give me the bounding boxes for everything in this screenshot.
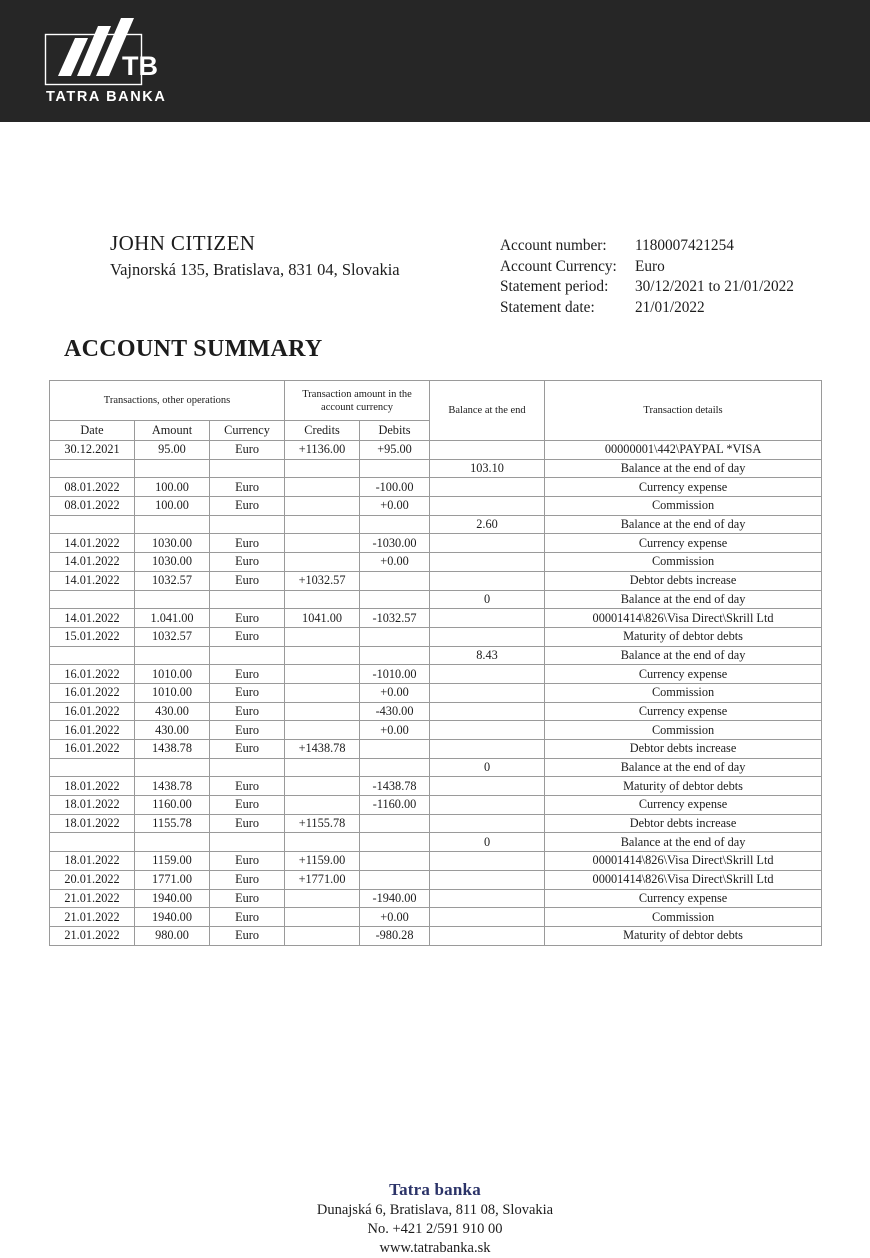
cell-details: Balance at the end of day xyxy=(545,833,822,852)
cell-date: 16.01.2022 xyxy=(50,683,135,702)
tatra-banka-logo-icon xyxy=(44,18,194,88)
cell-balance xyxy=(430,478,545,497)
cell-balance xyxy=(430,441,545,460)
cell-credits xyxy=(285,497,360,516)
cell-currency: Euro xyxy=(210,441,285,460)
cell-amount: 100.00 xyxy=(135,497,210,516)
cell-currency xyxy=(210,459,285,478)
cell-debits: +0.00 xyxy=(360,553,430,572)
cell-balance xyxy=(430,702,545,721)
cell-currency xyxy=(210,758,285,777)
cell-details: Currency expense xyxy=(545,534,822,553)
cell-balance xyxy=(430,740,545,759)
cell-date: 08.01.2022 xyxy=(50,478,135,497)
account-currency-label: Account Currency: xyxy=(500,257,617,275)
statement-date-label: Statement date: xyxy=(500,298,595,316)
cell-details: Balance at the end of day xyxy=(545,646,822,665)
table-row xyxy=(50,646,822,665)
cell-details: Currency expense xyxy=(545,665,822,684)
cell-details: Currency expense xyxy=(545,702,822,721)
cell-balance xyxy=(430,908,545,927)
header-debits: Debits xyxy=(360,421,430,441)
cell-debits xyxy=(360,870,430,889)
header-transactions: Transactions, other operations xyxy=(50,381,285,421)
cell-balance: 0 xyxy=(430,590,545,609)
cell-amount xyxy=(135,459,210,478)
cell-balance xyxy=(430,777,545,796)
cell-balance xyxy=(430,665,545,684)
table-row xyxy=(50,459,822,478)
cell-debits xyxy=(360,758,430,777)
cell-details: Commission xyxy=(545,683,822,702)
cell-details: Commission xyxy=(545,908,822,927)
cell-debits: +95.00 xyxy=(360,441,430,460)
cell-balance xyxy=(430,926,545,945)
cell-amount: 1032.57 xyxy=(135,571,210,590)
cell-debits: -1438.78 xyxy=(360,777,430,796)
cell-amount: 1030.00 xyxy=(135,553,210,572)
cell-debits: -980.28 xyxy=(360,926,430,945)
table-row xyxy=(50,609,822,628)
table-body xyxy=(50,441,822,946)
cell-debits xyxy=(360,833,430,852)
cell-details: Maturity of debtor debts xyxy=(545,627,822,646)
account-info-row xyxy=(500,236,794,257)
footer-address: Dunajská 6, Bratislava, 811 08, Slovakia xyxy=(316,1202,554,1218)
cell-debits xyxy=(360,590,430,609)
cell-currency: Euro xyxy=(210,908,285,927)
cell-debits: -1940.00 xyxy=(360,889,430,908)
cell-amount: 1940.00 xyxy=(135,889,210,908)
table-row xyxy=(50,870,822,889)
cell-currency: Euro xyxy=(210,852,285,871)
statement-date-value: 21/01/2022 xyxy=(635,298,705,316)
cell-currency: Euro xyxy=(210,478,285,497)
cell-debits xyxy=(360,740,430,759)
cell-amount: 1010.00 xyxy=(135,683,210,702)
cell-currency: Euro xyxy=(210,777,285,796)
cell-credits: +1771.00 xyxy=(285,870,360,889)
cell-details: Debtor debts increase xyxy=(545,740,822,759)
cell-balance xyxy=(430,796,545,815)
cell-currency: Euro xyxy=(210,740,285,759)
cell-amount xyxy=(135,590,210,609)
cell-debits xyxy=(360,571,430,590)
cell-details: 00000001\442\PAYPAL *VISA xyxy=(545,441,822,460)
account-info-block xyxy=(500,236,794,318)
cell-details: Debtor debts increase xyxy=(545,814,822,833)
cell-debits xyxy=(360,627,430,646)
cell-details: Currency expense xyxy=(545,889,822,908)
cell-amount xyxy=(135,833,210,852)
cell-currency: Euro xyxy=(210,721,285,740)
cell-amount: 1438.78 xyxy=(135,740,210,759)
cell-currency: Euro xyxy=(210,665,285,684)
cell-details: Balance at the end of day xyxy=(545,590,822,609)
cell-credits xyxy=(285,515,360,534)
cell-date: 08.01.2022 xyxy=(50,497,135,516)
cell-date: 21.01.2022 xyxy=(50,908,135,927)
cell-credits xyxy=(285,459,360,478)
cell-credits xyxy=(285,478,360,497)
cell-date: 20.01.2022 xyxy=(50,870,135,889)
cell-balance xyxy=(430,852,545,871)
cell-date: 16.01.2022 xyxy=(50,721,135,740)
cell-debits: +0.00 xyxy=(360,908,430,927)
cell-date xyxy=(50,515,135,534)
table-row xyxy=(50,852,822,871)
cell-currency: Euro xyxy=(210,889,285,908)
cell-details: Balance at the end of day xyxy=(545,515,822,534)
table-row xyxy=(50,889,822,908)
bank-logo xyxy=(44,18,194,108)
cell-date: 14.01.2022 xyxy=(50,609,135,628)
cell-amount: 430.00 xyxy=(135,721,210,740)
cell-amount: 1438.78 xyxy=(135,777,210,796)
header-credits: Credits xyxy=(285,421,360,441)
cell-credits xyxy=(285,702,360,721)
cell-date xyxy=(50,833,135,852)
cell-currency: Euro xyxy=(210,497,285,516)
account-info-row xyxy=(500,298,794,319)
cell-date: 14.01.2022 xyxy=(50,553,135,572)
account-info-row xyxy=(500,257,794,278)
transactions-table-wrapper xyxy=(49,380,821,946)
cell-amount xyxy=(135,515,210,534)
table-row xyxy=(50,515,822,534)
cell-details: Commission xyxy=(545,553,822,572)
table-row xyxy=(50,441,822,460)
cell-date: 14.01.2022 xyxy=(50,534,135,553)
cell-details: Currency expense xyxy=(545,796,822,815)
cell-credits: 1041.00 xyxy=(285,609,360,628)
cell-debits: -430.00 xyxy=(360,702,430,721)
customer-block xyxy=(110,231,490,280)
table-row xyxy=(50,796,822,815)
cell-date: 15.01.2022 xyxy=(50,627,135,646)
cell-balance xyxy=(430,571,545,590)
cell-date xyxy=(50,758,135,777)
cell-amount: 95.00 xyxy=(135,441,210,460)
customer-address: Vajnorská 135, Bratislava, 831 04, Slovakia xyxy=(110,260,400,279)
cell-amount: 980.00 xyxy=(135,926,210,945)
cell-date: 21.01.2022 xyxy=(50,926,135,945)
cell-date: 16.01.2022 xyxy=(50,702,135,721)
cell-currency: Euro xyxy=(210,796,285,815)
cell-currency xyxy=(210,590,285,609)
cell-debits: +0.00 xyxy=(360,721,430,740)
cell-date: 30.12.2021 xyxy=(50,441,135,460)
table-row xyxy=(50,534,822,553)
cell-date xyxy=(50,590,135,609)
cell-balance xyxy=(430,534,545,553)
cell-credits: +1155.78 xyxy=(285,814,360,833)
cell-currency xyxy=(210,646,285,665)
cell-balance xyxy=(430,497,545,516)
cell-currency xyxy=(210,833,285,852)
cell-debits: -1030.00 xyxy=(360,534,430,553)
cell-credits: +1136.00 xyxy=(285,441,360,460)
cell-currency xyxy=(210,515,285,534)
cell-debits xyxy=(360,852,430,871)
cell-details: Balance at the end of day xyxy=(545,459,822,478)
cell-details: 00001414\826\Visa Direct\Skrill Ltd xyxy=(545,609,822,628)
header-amount-in-account-currency: Transaction amount in the account currency xyxy=(285,381,430,421)
cell-details: 00001414\826\Visa Direct\Skrill Ltd xyxy=(545,870,822,889)
table-row xyxy=(50,721,822,740)
footer-bank-name: Tatra banka xyxy=(389,1180,481,1199)
table-row xyxy=(50,908,822,927)
cell-details: Maturity of debtor debts xyxy=(545,926,822,945)
cell-details: Maturity of debtor debts xyxy=(545,777,822,796)
cell-balance xyxy=(430,609,545,628)
cell-details: Balance at the end of day xyxy=(545,758,822,777)
cell-balance: 8.43 xyxy=(430,646,545,665)
cell-amount: 1.041.00 xyxy=(135,609,210,628)
header-date: Date xyxy=(50,421,135,441)
cell-credits xyxy=(285,758,360,777)
account-currency-value: Euro xyxy=(635,257,665,275)
table-row xyxy=(50,926,822,945)
table-row xyxy=(50,665,822,684)
table-head xyxy=(50,381,822,441)
header-transaction-details: Transaction details xyxy=(545,381,822,441)
cell-date: 18.01.2022 xyxy=(50,777,135,796)
cell-currency: Euro xyxy=(210,609,285,628)
cell-credits: +1438.78 xyxy=(285,740,360,759)
table-row xyxy=(50,702,822,721)
cell-amount xyxy=(135,758,210,777)
cell-currency: Euro xyxy=(210,702,285,721)
cell-amount: 430.00 xyxy=(135,702,210,721)
cell-credits xyxy=(285,777,360,796)
cell-amount: 1032.57 xyxy=(135,627,210,646)
table-group-header-row xyxy=(50,381,822,421)
table-row xyxy=(50,497,822,516)
statement-period-label: Statement period: xyxy=(500,278,609,295)
cell-amount: 100.00 xyxy=(135,478,210,497)
cell-details: Commission xyxy=(545,721,822,740)
account-number-value: 1180007421254 xyxy=(635,237,734,254)
page-header-banner xyxy=(0,0,870,122)
cell-balance xyxy=(430,889,545,908)
cell-amount xyxy=(135,646,210,665)
cell-debits: -100.00 xyxy=(360,478,430,497)
cell-amount: 1159.00 xyxy=(135,852,210,871)
cell-debits: +0.00 xyxy=(360,683,430,702)
cell-currency: Euro xyxy=(210,683,285,702)
cell-debits: -1032.57 xyxy=(360,609,430,628)
table-row xyxy=(50,683,822,702)
cell-currency: Euro xyxy=(210,627,285,646)
cell-credits xyxy=(285,590,360,609)
bank-wordmark: TATRA BANKA xyxy=(46,89,167,105)
cell-credits xyxy=(285,646,360,665)
cell-amount: 1010.00 xyxy=(135,665,210,684)
table-row xyxy=(50,571,822,590)
cell-date xyxy=(50,459,135,478)
table-row xyxy=(50,758,822,777)
cell-debits xyxy=(360,646,430,665)
cell-details: Commission xyxy=(545,497,822,516)
cell-currency: Euro xyxy=(210,926,285,945)
table-row xyxy=(50,553,822,572)
cell-debits xyxy=(360,459,430,478)
cell-balance xyxy=(430,870,545,889)
cell-amount: 1030.00 xyxy=(135,534,210,553)
table-row xyxy=(50,478,822,497)
cell-details: Currency expense xyxy=(545,478,822,497)
cell-credits xyxy=(285,926,360,945)
cell-balance xyxy=(430,721,545,740)
cell-credits xyxy=(285,534,360,553)
cell-amount: 1155.78 xyxy=(135,814,210,833)
cell-credits xyxy=(285,908,360,927)
table-row xyxy=(50,590,822,609)
cell-balance xyxy=(430,553,545,572)
page-title: ACCOUNT SUMMARY xyxy=(64,336,323,362)
footer-phone: No. +421 2/591 910 00 xyxy=(367,1221,503,1237)
svg-text:TB: TB xyxy=(122,51,158,81)
page-footer xyxy=(0,1180,870,1258)
cell-date: 18.01.2022 xyxy=(50,814,135,833)
cell-credits xyxy=(285,721,360,740)
cell-details: 00001414\826\Visa Direct\Skrill Ltd xyxy=(545,852,822,871)
cell-balance: 0 xyxy=(430,833,545,852)
cell-date: 21.01.2022 xyxy=(50,889,135,908)
cell-amount: 1771.00 xyxy=(135,870,210,889)
table-row xyxy=(50,740,822,759)
cell-currency: Euro xyxy=(210,870,285,889)
table-row xyxy=(50,777,822,796)
table-row xyxy=(50,627,822,646)
cell-debits: -1010.00 xyxy=(360,665,430,684)
statement-period-value: 30/12/2021 to 21/01/2022 xyxy=(635,278,794,295)
cell-credits: +1159.00 xyxy=(285,852,360,871)
cell-credits xyxy=(285,553,360,572)
cell-balance xyxy=(430,627,545,646)
cell-amount: 1160.00 xyxy=(135,796,210,815)
cell-credits xyxy=(285,683,360,702)
cell-debits xyxy=(360,814,430,833)
cell-credits xyxy=(285,796,360,815)
cell-amount: 1940.00 xyxy=(135,908,210,927)
account-number-label: Account number: xyxy=(500,237,607,254)
cell-balance xyxy=(430,683,545,702)
account-info-row xyxy=(500,277,794,298)
cell-credits xyxy=(285,665,360,684)
cell-details: Debtor debts increase xyxy=(545,571,822,590)
header-currency: Currency xyxy=(210,421,285,441)
cell-credits xyxy=(285,889,360,908)
cell-date: 14.01.2022 xyxy=(50,571,135,590)
cell-balance xyxy=(430,814,545,833)
cell-balance: 0 xyxy=(430,758,545,777)
cell-currency: Euro xyxy=(210,553,285,572)
transactions-table xyxy=(49,380,822,946)
cell-balance: 103.10 xyxy=(430,459,545,478)
cell-date: 16.01.2022 xyxy=(50,740,135,759)
cell-balance: 2.60 xyxy=(430,515,545,534)
cell-debits: +0.00 xyxy=(360,497,430,516)
cell-debits: -1160.00 xyxy=(360,796,430,815)
cell-credits xyxy=(285,833,360,852)
footer-website: www.tatrabanka.sk xyxy=(379,1240,491,1256)
cell-currency: Euro xyxy=(210,571,285,590)
cell-currency: Euro xyxy=(210,814,285,833)
cell-date xyxy=(50,646,135,665)
cell-currency: Euro xyxy=(210,534,285,553)
table-row xyxy=(50,833,822,852)
cell-credits xyxy=(285,627,360,646)
table-row xyxy=(50,814,822,833)
cell-date: 16.01.2022 xyxy=(50,665,135,684)
cell-date: 18.01.2022 xyxy=(50,852,135,871)
header-amount: Amount xyxy=(135,421,210,441)
cell-date: 18.01.2022 xyxy=(50,796,135,815)
customer-name: JOHN CITIZEN xyxy=(110,231,256,255)
header-balance-at-end: Balance at the end xyxy=(430,381,545,441)
cell-credits: +1032.57 xyxy=(285,571,360,590)
cell-debits xyxy=(360,515,430,534)
